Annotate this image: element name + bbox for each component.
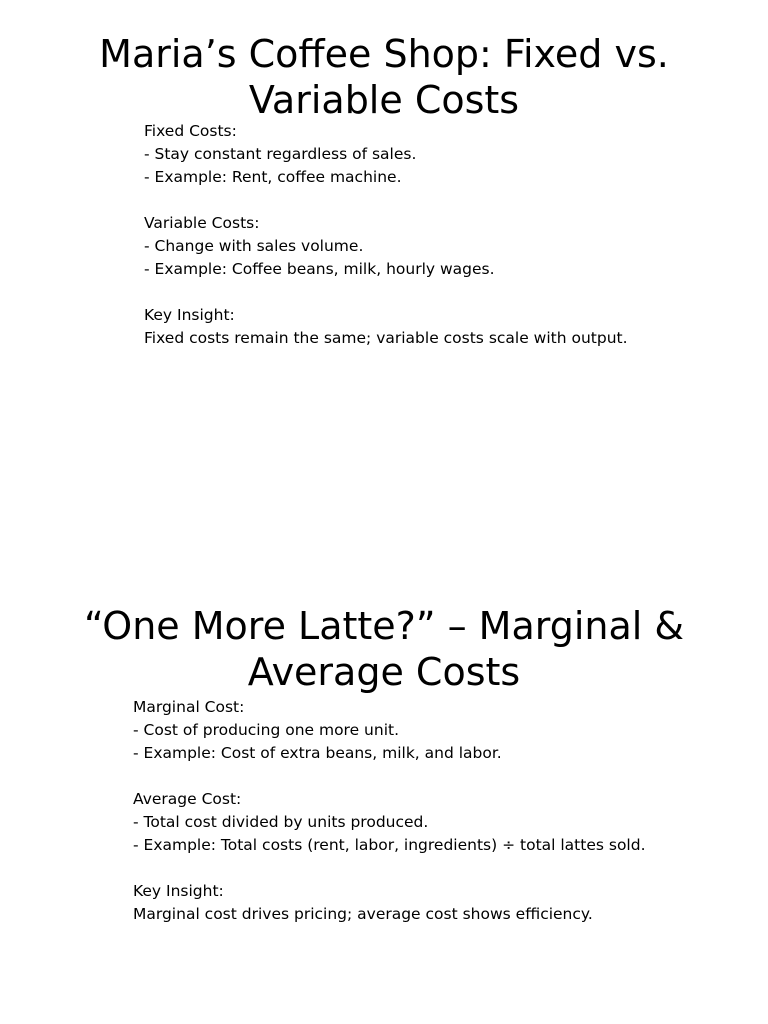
slide-title [0, 603, 768, 695]
slide-marginal-average [0, 512, 768, 1024]
bullet-line: - Stay constant regardless of sales. [144, 145, 417, 163]
insight-line: Fixed costs remain the same; variable costs scale with output. [144, 329, 628, 347]
section-fixed-costs [144, 120, 628, 189]
bullet-line: - Cost of producing one more unit. [133, 721, 400, 739]
section-heading: Key Insight: [144, 306, 235, 324]
bullet-line: - Example: Total costs (rent, labor, ingredients) ÷ total lattes sold. [133, 836, 646, 854]
title-line: Average Costs [247, 650, 521, 694]
section-marginal-cost [133, 696, 646, 765]
bullet-line: - Change with sales volume. [144, 237, 364, 255]
section-heading: Variable Costs: [144, 214, 260, 232]
title-line: Variable Costs [248, 78, 520, 122]
section-variable-costs [144, 212, 628, 281]
section-average-cost [133, 788, 646, 857]
bullet-line: - Total cost divided by units produced. [133, 813, 429, 831]
title-line: “One More Latte?” – Marginal & [83, 604, 685, 648]
slide-body [144, 120, 628, 373]
section-heading: Average Cost: [133, 790, 242, 808]
section-key-insight [144, 304, 628, 350]
title-line: Maria’s Coffee Shop: Fixed vs. [99, 32, 669, 76]
bullet-line: - Example: Coffee beans, milk, hourly wages. [144, 260, 495, 278]
insight-line: Marginal cost drives pricing; average cost shows efficiency. [133, 905, 593, 923]
bullet-line: - Example: Cost of extra beans, milk, and labor. [133, 744, 502, 762]
slide-title [0, 31, 768, 123]
bullet-line: - Example: Rent, coffee machine. [144, 168, 402, 186]
section-heading: Marginal Cost: [133, 698, 245, 716]
section-heading: Key Insight: [133, 882, 224, 900]
section-heading: Fixed Costs: [144, 122, 237, 140]
section-key-insight [133, 880, 646, 926]
slide-body [133, 696, 646, 949]
